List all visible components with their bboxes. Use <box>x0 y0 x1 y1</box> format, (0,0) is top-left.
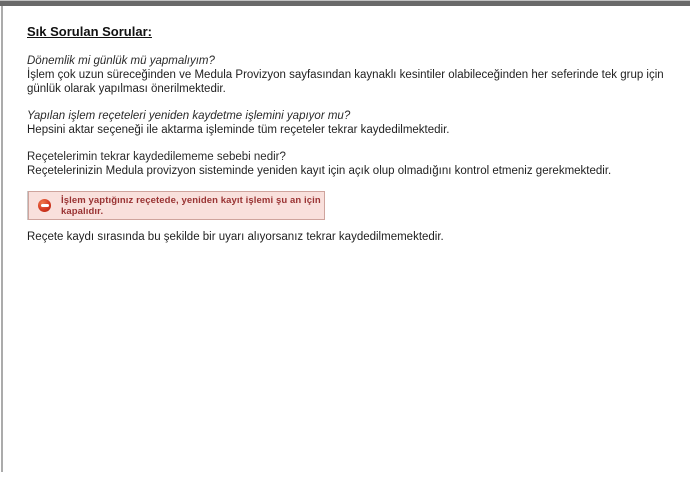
document-body <box>27 24 669 244</box>
faq-answer: Hepsini aktar seçeneği ile aktarma işleminde tüm reçeteler tekrar kaydedilmektedir. <box>27 124 450 136</box>
warning-text: İşlem yaptığınız reçetede, yeniden kayıt işlemi şu an için kapalıdır. <box>61 194 321 217</box>
warning-box <box>28 191 325 220</box>
faq-answer: İşlem çok uzun süreceğinden ve Medula Provizyon sayfasından kaynaklı kesintiler olabileceğinden her seferinde tek grup için günlük olarak yapılması önerilmektedir. <box>27 69 664 95</box>
page-left-border <box>1 6 3 472</box>
faq-question: Yapılan işlem reçeteleri yeniden kaydetme işlemini yapıyor mu? <box>27 110 351 122</box>
faq-question: Dönemlik mi günlük mü yapmalıyım? <box>27 55 215 67</box>
faq-answer: Reçetelerinizin Medula provizyon sisteminde yeniden kayıt için açık olup olmadığını kontrol etmeniz gerekmektedir. <box>27 165 612 177</box>
faq-item <box>27 54 669 96</box>
page-title: Sık Sorulan Sorular: <box>27 24 152 39</box>
footer-note: Reçete kaydı sırasında bu şekilde bir uyarı alıyorsanız tekrar kaydedilmemektedir. <box>27 231 444 243</box>
page-top-border <box>0 0 690 6</box>
faq-item <box>27 109 669 137</box>
faq-question: Reçetelerimin tekrar kaydedilememe sebebi nedir? <box>27 151 286 163</box>
faq-item <box>27 150 669 178</box>
no-entry-icon <box>38 199 51 212</box>
